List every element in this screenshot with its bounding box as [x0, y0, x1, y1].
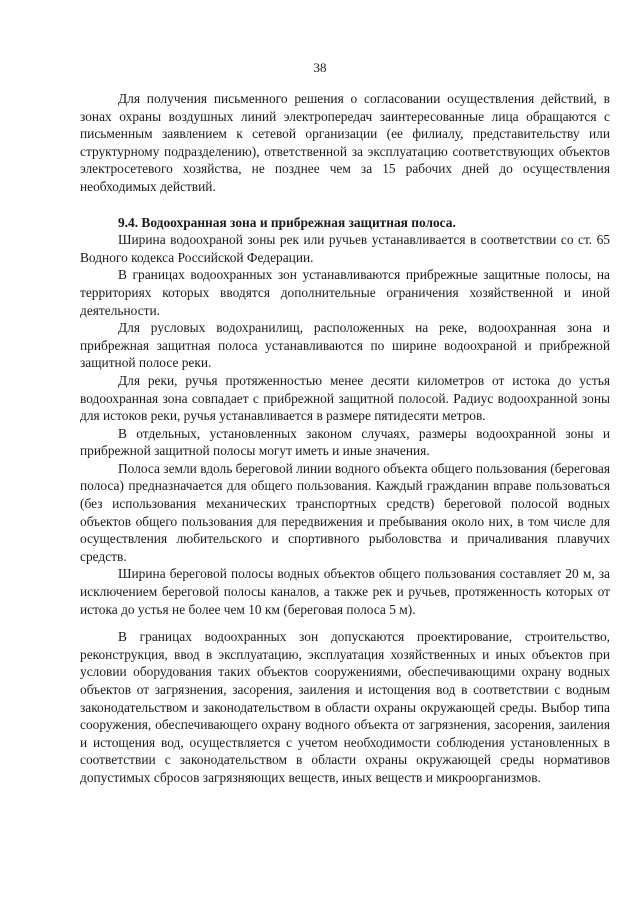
page-number: 38: [313, 60, 327, 75]
section-paragraph-1: Ширина водоохраной зоны рек или ручьев устанавливается в соответствии со ст. 65 Водного кодекса Российской Федерации.: [80, 232, 610, 265]
section-paragraph-3: Для русловых водохранилищ, расположенных на реке, водоохранная зона и прибрежная защитная полоса устанавливаются по ширине водоохраной и прибрежной защитной полосе реки.: [80, 320, 610, 371]
page-content: [80, 90, 610, 787]
section-paragraph-8: В границах водоохранных зон допускаются проектирование, строительство, реконструкция, ввод в эксплуатацию, эксплуатация хозяйственных и иных объектов при условии оборудования таких объектов сооружениями, обеспечивающими охрану водных объектов от загрязнения, засорения, заиления и истощения вод в соответствии с водным законодательством и законодательством в области охраны окружающей среды. Выбор типа сооружения, обеспечивающего охрану водного объекта от загрязнения, засорения, заиления и истощения вод, осуществляется с учетом необходимости соблюдения установленных в соответствии с законодательством в области охраны окружающей среды нормативов допустимых сбросов загрязняющих веществ, иных веществ и микроорганизмов.: [80, 629, 610, 785]
section-heading: 9.4. Водоохранная зона и прибрежная защитная полоса.: [118, 214, 456, 230]
section-paragraph-2: В границах водоохранных зон устанавливаются прибрежные защитные полосы, на территориях которых вводятся дополнительные ограничения хозяйственной и иной деятельности.: [80, 267, 610, 318]
section-paragraph-5: В отдельных, установленных законом случаях, размеры водоохранной зоны и прибрежной защитной полосы могут иметь и иные значения.: [80, 425, 610, 459]
section-paragraph-6: Полоса земли вдоль береговой линии водного объекта общего пользования (береговая полоса) предназначается для общего пользования. Каждый гражданин вправе пользоваться (без использования механических транспортных средств) береговой полосой водных объектов общего пользования для передвижения и пребывания около них, в том числе для осуществления любительского и спортивного рыболовства и причаливания плавучих средств.: [80, 460, 611, 564]
section-paragraph-7: Ширина береговой полосы водных объектов общего пользования составляет 20 м, за исключением береговой полосы каналов, а также рек и ручьев, протяженность которых от истока до устья не более чем 10 км (береговая полоса 5 м).: [80, 566, 610, 617]
intro-paragraph: Для получения письменного решения о согласовании осуществления действий, в зонах охраны воздушных линий электропередач заинтересованные лица обращаются с письменным заявлением к сетевой организации (ее филиалу, представительству или структурному подразделению), ответственной за эксплуатацию соответствующих объектов электросетевого хозяйства, не позднее чем за 15 рабочих дней до осуществления необходимых действий.: [80, 91, 610, 194]
section-paragraph-4: Для реки, ручья протяженностью менее десяти километров от истока до устья водоохранная зона совпадает с прибрежной защитной полосой. Радиус водоохранной зоны для истоков реки, ручья устанавливается в размере пятидесяти метров.: [80, 372, 610, 424]
